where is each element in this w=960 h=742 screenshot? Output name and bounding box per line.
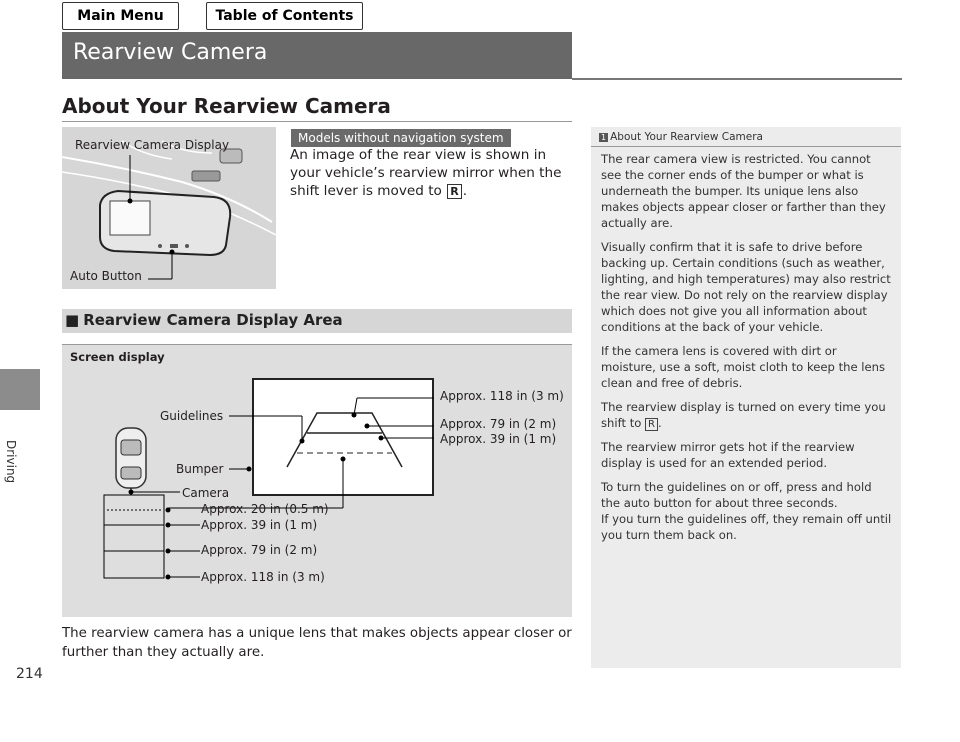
intro-text: An image of the rear view is shown in your vehicle’s rearview mirror when the shift lever is moved to [290,147,562,199]
chapter-tab-marker [0,369,40,410]
note-shift-end: . [658,416,662,430]
intro-paragraph [290,146,576,200]
subsection-heading: ■ Rearview Camera Display Area [65,311,343,329]
note-paragraph [601,399,893,431]
page-title-band [62,32,572,79]
note-body [601,151,893,551]
distance-label-1m-screen: Approx. 39 in (1 m) [440,432,557,446]
intro-end: . [462,183,468,199]
subsection-band [62,309,572,333]
guidelines-label: Guidelines [160,409,224,423]
distance-label-05m: Approx. 20 in (0.5 m) [201,502,329,516]
screen-display-label: Screen display [70,350,165,364]
page-number: 214 [16,666,43,682]
table-of-contents-button[interactable]: Table of Contents [206,2,363,30]
chapter-label: Driving [4,440,18,484]
shift-r-key: R [447,184,461,199]
camera-label: Camera [182,486,230,500]
note-paragraph: If the camera lens is covered with dirt or moisture, use a soft, moist cloth to keep the lens clean and free of debris. [601,344,886,390]
main-menu-button[interactable]: Main Menu [62,2,179,30]
note-marker: 1 [601,133,607,142]
note-sidebar [591,127,901,668]
note-r-key: R [645,418,658,431]
page-title: Rearview Camera [73,40,268,65]
note-paragraph: To turn the guidelines on or off, press and hold the auto button for about three seconds. [601,480,872,510]
note-rule [591,146,901,147]
auto-button-callout: Auto Button [70,269,142,283]
model-badge: Models without navigation system [291,129,511,147]
screen-display-figure [62,344,572,617]
subsection-title: Rearview Camera Display Area [83,311,343,329]
display-callout: Rearview Camera Display [75,138,230,152]
mirror-illustration [62,127,276,289]
note-paragraph: Visually confirm that it is safe to drive before backing up. Certain conditions (such as weather, lighting, and high temperatures) may also restrict the rear view. Do not rely on the rearview display which does not give you all information about conditions at the back of your vehicle. [601,240,891,334]
note-heading [599,131,763,143]
distance-label-3m: Approx. 118 in (3 m) [201,570,325,584]
note-paragraph: If you turn the guidelines off, they remain off until you turn them back on. [601,512,892,542]
note-paragraph: The rear camera view is restricted. You cannot see the corner ends of the bumper or what is underneath the bumper. Its unique lens also makes objects appear closer or farther than they actually are. [601,152,886,230]
distance-label-2m: Approx. 79 in (2 m) [201,543,318,557]
distance-label-3m-screen: Approx. 118 in (3 m) [440,389,564,403]
note-heading-text: About Your Rearview Camera [610,131,763,143]
distance-label-2m-screen: Approx. 79 in (2 m) [440,417,557,431]
lens-note-paragraph: The rearview camera has a unique lens that makes objects appear closer or further than they actually are. [62,626,572,660]
note-shift-text: The rearview display is turned on every time you shift to [601,400,886,430]
distance-label-1m: Approx. 39 in (1 m) [201,518,318,532]
bumper-label: Bumper [176,462,224,476]
note-paragraph: The rearview mirror gets hot if the rearview display is used for an extended period. [601,440,855,470]
section-heading: About Your Rearview Camera [62,94,391,118]
section-rule [62,121,572,122]
title-rule [572,78,902,80]
